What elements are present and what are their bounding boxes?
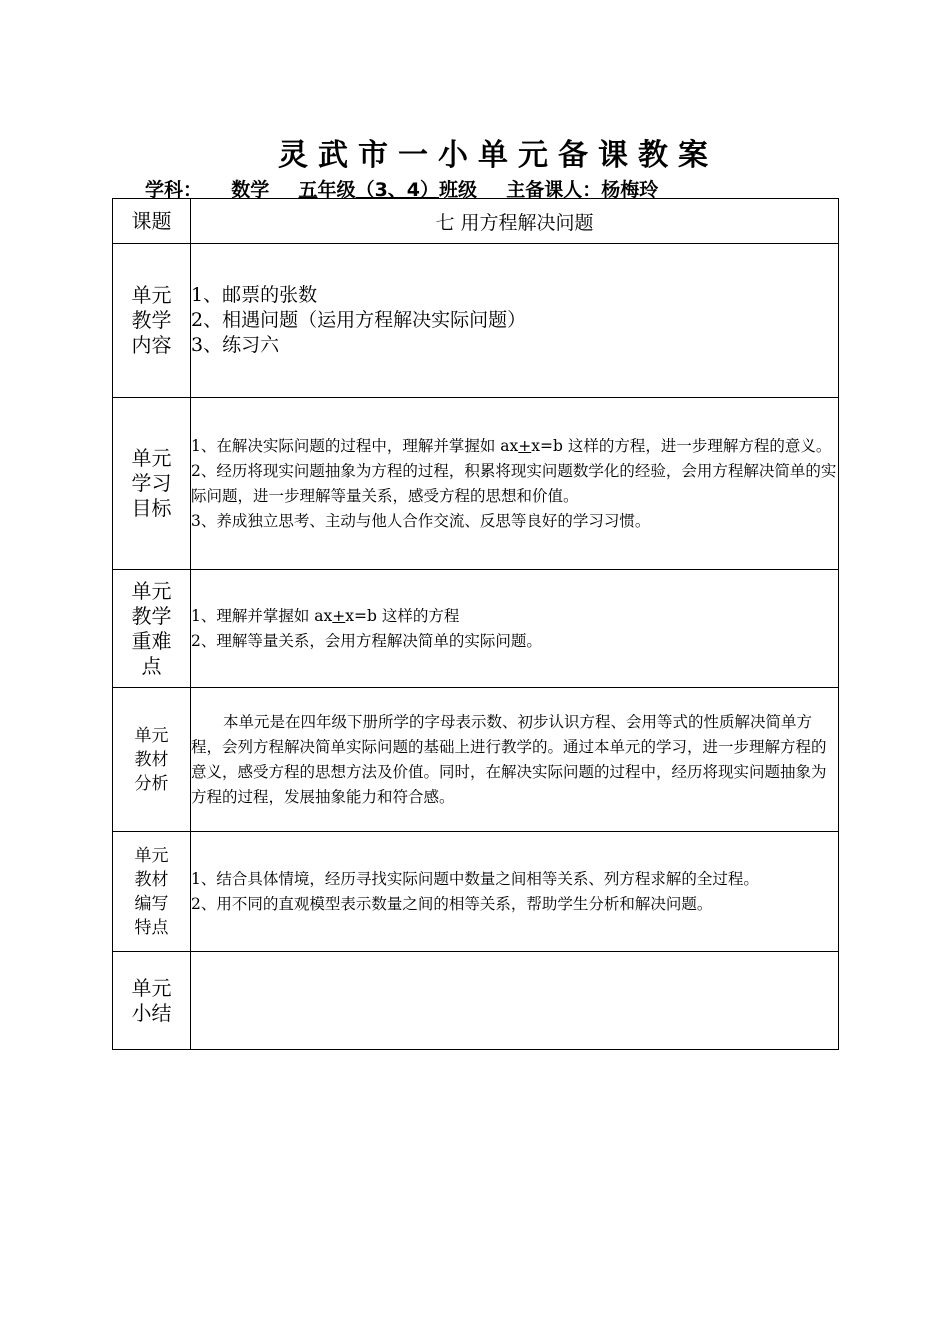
- label-keypoints: 单元 教学 重难 点: [113, 570, 191, 688]
- goal-1: 1、在解决实际问题的过程中，理解并掌握如 ax+x=b 这样的方程，进一步理解方程的意义。: [191, 436, 832, 455]
- lesson-plan-table: [112, 198, 839, 1050]
- row-features: [113, 832, 839, 952]
- goals-text: [191, 398, 839, 570]
- row-keypoints: [113, 570, 839, 688]
- row-topic: [113, 199, 839, 244]
- subject-value: 数学: [231, 179, 270, 201]
- document-title: 灵武市一小单元备课教案: [278, 138, 718, 173]
- label-analysis: 单元 教材 分析: [113, 688, 191, 832]
- row-summary: [113, 952, 839, 1050]
- content-list: [191, 244, 839, 398]
- keypoint-2: 2、理解等量关系，会用方程解决简单的实际问题。: [191, 631, 542, 650]
- feature-1: 1、结合具体情境，经历寻找实际问题中数量之间相等关系、列方程求解的全过程。: [191, 869, 759, 888]
- content-item: 1、邮票的张数: [191, 284, 318, 306]
- class-value: （3、4）: [355, 179, 440, 201]
- goal-3: 3、养成独立思考、主动与他人合作交流、反思等良好的学习习惯。: [191, 511, 651, 530]
- row-goals: [113, 398, 839, 570]
- analysis-text: 本单元是在四年级下册所学的字母表示数、初步认识方程、会用等式的性质解决简单方程，会列方程解决简单实际问题的基础上进行教学的。通过本单元的学习，进一步理解方程的意义，感受方程的思想方法及价值。同时，在解决实际问题的过程中，经历将现实问题抽象为方程的过程，发展抽象能力和符合感。: [191, 688, 839, 832]
- keypoints-text: [191, 570, 839, 688]
- preparer: 主备课人：杨梅玲: [506, 179, 659, 201]
- label-goals: 单元 学习 目标: [113, 398, 191, 570]
- label-features: 单元 教材 编写 特点: [113, 832, 191, 952]
- grade-suffix: 年级: [317, 179, 356, 201]
- grade-prefix: 五: [298, 179, 318, 201]
- content-item: 3、练习六: [191, 334, 280, 356]
- goal-2: 2、经历将现实问题抽象为方程的过程，积累将现实问题数学化的经验，会用方程解决简单的实际问题，进一步理解等量关系，感受方程的思想和价值。: [191, 461, 837, 505]
- row-content: [113, 244, 839, 398]
- label-summary: 单元 小结: [113, 952, 191, 1050]
- subject-label: 学科：: [145, 179, 203, 201]
- label-topic: 课题: [113, 199, 191, 244]
- keypoint-1: 1、理解并掌握如 ax+x=b 这样的方程: [191, 606, 460, 625]
- content-item: 2、相遇问题（运用方程解决实际问题）: [191, 309, 527, 331]
- features-text: [191, 832, 839, 952]
- label-content: 单元 教学 内容: [113, 244, 191, 398]
- summary-text: [191, 952, 839, 1050]
- topic-value: 七 用方程解决问题: [191, 199, 839, 244]
- row-analysis: [113, 688, 839, 832]
- feature-2: 2、用不同的直观模型表示数量之间的相等关系，帮助学生分析和解决问题。: [191, 894, 713, 913]
- class-suffix: 班级: [439, 179, 478, 201]
